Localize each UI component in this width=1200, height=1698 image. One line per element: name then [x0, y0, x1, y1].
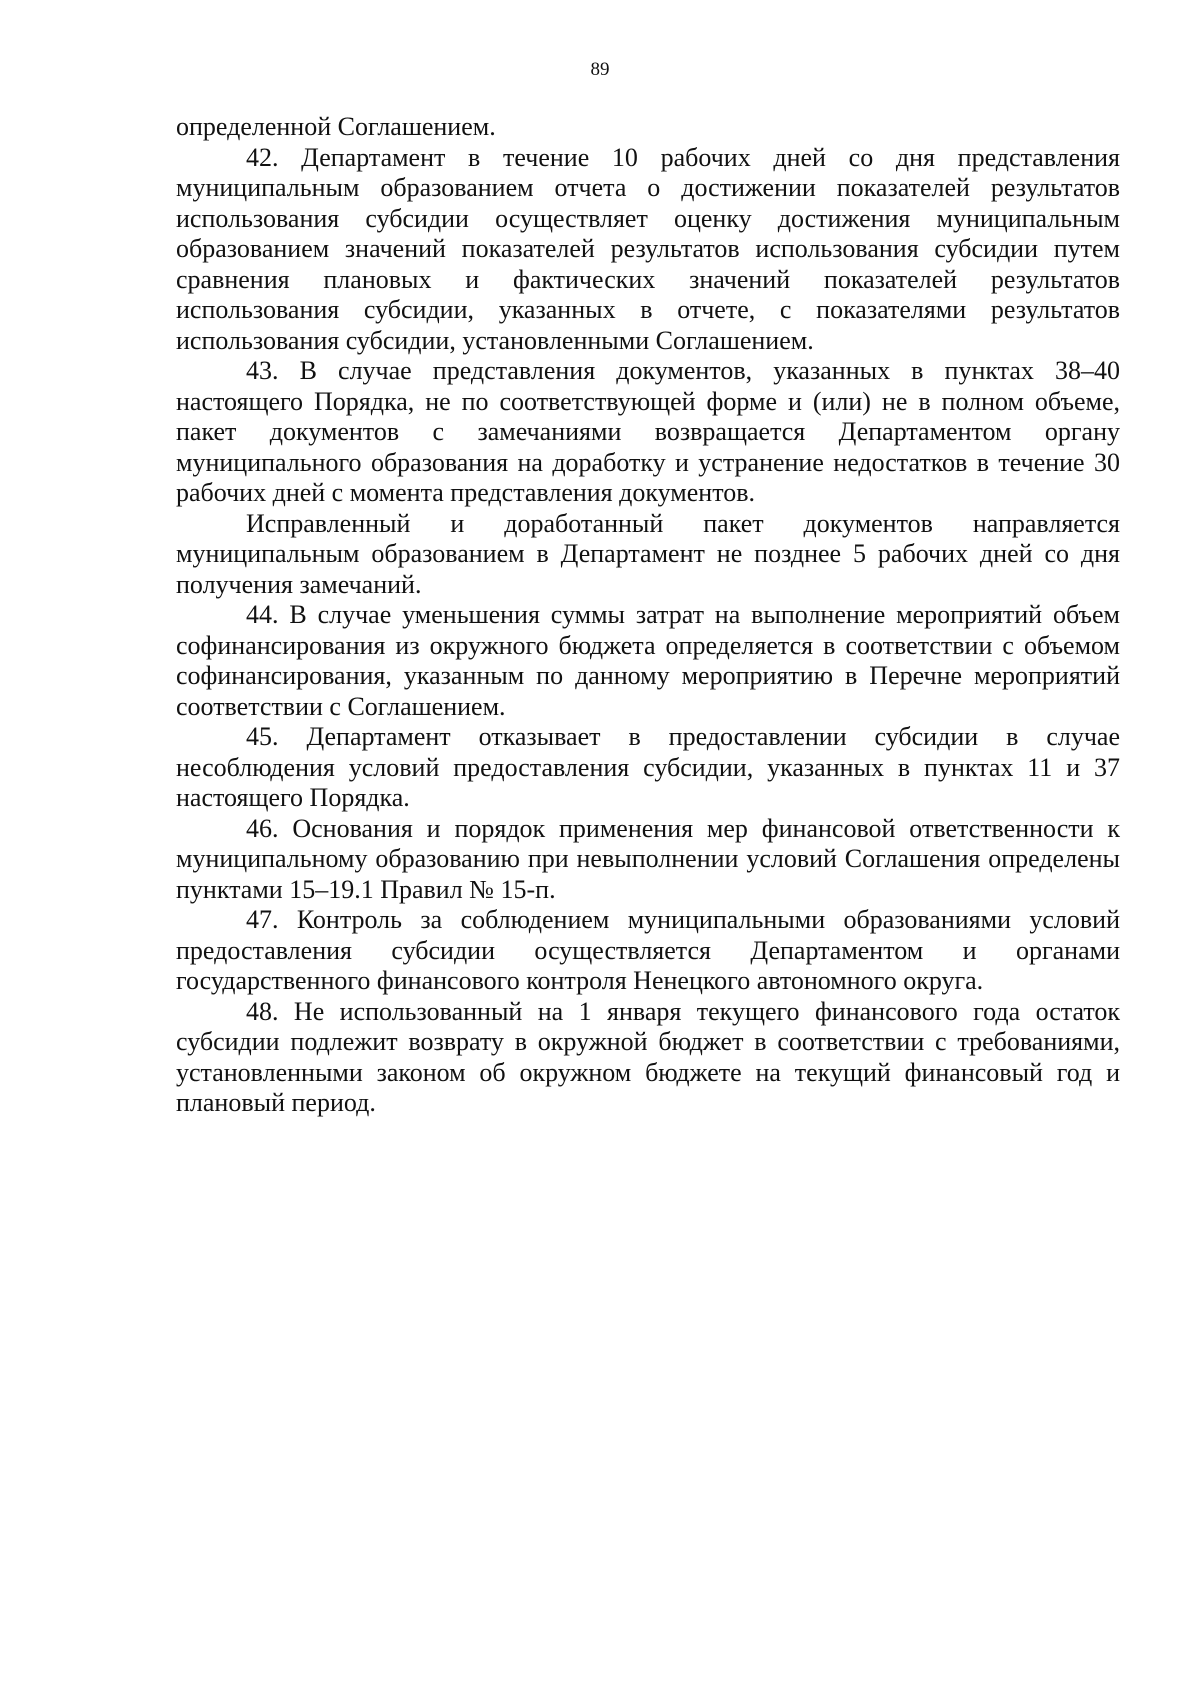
paragraph-item-42: 42. Департамент в течение 10 рабочих дней со дня представления муниципальным образованием отчета о достижении показателей результатов использования субсидии осуществляет оценку достижения муниципальным образованием значений показателей результатов использования субсидии путем сравнения плановых и фактических значений показателей результатов использования субсидии, указанных в отчете, с показателями результатов использования субсидии, установленными Соглашением.	[176, 142, 1120, 355]
paragraph-item-43-followup: Исправленный и доработанный пакет документов направляется муниципальным образованием в Департамент не позднее 5 рабочих дней со дня получения замечаний.	[176, 508, 1120, 599]
paragraph-item-45: 45. Департамент отказывает в предоставлении субсидии в случае несоблюдения условий предоставления субсидии, указанных в пунктах 11 и 37 настоящего Порядка.	[176, 722, 1120, 812]
paragraph-item-46: 46. Основания и порядок применения мер финансовой ответственности к муниципальному образованию при невыполнении условий Соглашения определены пунктами 15–19.1 Правил № 15-п.	[176, 813, 1120, 904]
document-body	[176, 112, 1120, 1119]
paragraph-item-43: 43. В случае представления документов, указанных в пунктах 38–40 настоящего Порядка, не по соответствующей форме и (или) не в полном объеме, пакет документов с замечаниями возвращается Департаментом органу муниципального образования на доработку и устранение недостатков в течение 30 рабочих дней с момента представления документов.	[176, 356, 1120, 507]
page-number: 89	[590, 59, 610, 80]
paragraph-continuation: определенной Соглашением.	[176, 112, 496, 141]
paragraph-item-47: 47. Контроль за соблюдением муниципальными образованиями условий предоставления субсидии осуществляется Департаментом и органами государственного финансового контроля Ненецкого автономного округа.	[176, 905, 1120, 995]
paragraph-item-44: 44. В случае уменьшения суммы затрат на выполнение мероприятий объем софинансирования из окружного бюджета определяется в соответствии с объемом софинансирования, указанным по данному мероприятию в Перечне мероприятий соответствии с Соглашением.	[176, 600, 1120, 721]
paragraph-item-48: 48. Не использованный на 1 января текущего финансового года остаток субсидии подлежит возврату в окружной бюджет в соответствии с требованиями, установленными законом об окружном бюджете на текущий финансовый год и плановый период.	[176, 996, 1120, 1117]
